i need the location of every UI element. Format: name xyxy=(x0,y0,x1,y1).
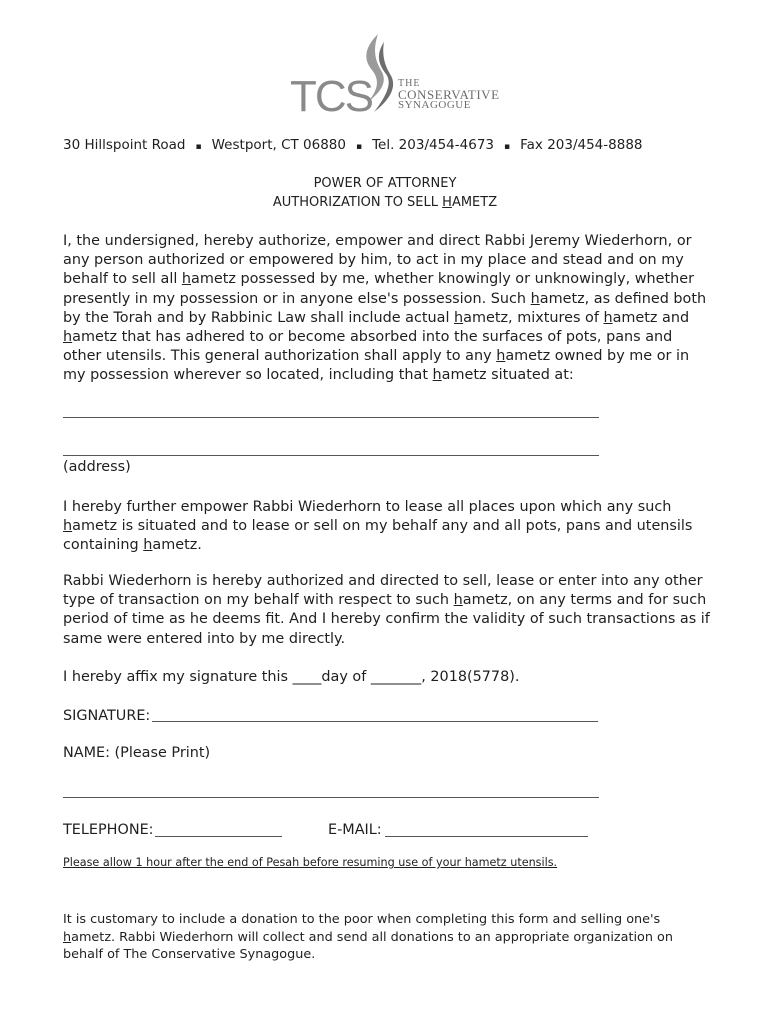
telephone-label: TELEPHONE: xyxy=(63,822,154,838)
bullet-separator: ▪ xyxy=(195,142,202,152)
email-field[interactable] xyxy=(385,836,588,837)
address-line-1[interactable] xyxy=(63,417,599,418)
fax-number: Fax 203/454-8888 xyxy=(520,137,643,153)
document-title: POWER OF ATTORNEY xyxy=(313,176,457,191)
telephone-field[interactable] xyxy=(155,836,282,837)
city-state-zip: Westport, CT 06880 xyxy=(211,137,346,153)
signature-field[interactable] xyxy=(152,721,598,722)
street-address: 30 Hillspoint Road xyxy=(63,137,186,153)
logo-word-synagogue: SYNAGOGUE xyxy=(398,99,471,111)
address-line-2[interactable] xyxy=(63,455,599,456)
tcs-logo xyxy=(290,32,500,122)
bullet-separator: ▪ xyxy=(504,142,511,152)
signature-date-line: I hereby affix my signature this ____day of _______, 2018(5778). xyxy=(63,669,520,685)
authorization-paragraph: I, the undersigned, hereby authorize, empower and direct Rabbi Jeremy Wiederhorn, or any person authorized or empowered by him, to act in my place and stead and on my behalf to sell all hametz possessed by me, whether knowingly or unknowingly, whether presently in my possession or in anyone else's possession. Such hametz, as defined both by the Torah and by Rabbinic Law shall include actual hametz, mixtures of hametz and hametz that has adhered to or become absorbed into the surfaces of pots, pans and other utensils. This general authorization shall apply to any hametz owned by me or in my possession wherever so located, including that hametz situated at: xyxy=(63,233,707,384)
telephone-number: Tel. 203/454-4673 xyxy=(372,137,494,153)
name-field[interactable] xyxy=(63,797,599,798)
logo-wordmark xyxy=(398,78,500,111)
transaction-paragraph: Rabbi Wiederhorn is hereby authorized and directed to sell, lease or enter into any other type of transaction on my behalf with respect to such hametz, on any terms and for such period of time as he deems fit. And I hereby confirm the validity of such transactions as if same were entered into by me directly. xyxy=(63,573,710,647)
contact-line xyxy=(63,137,643,153)
email-label: E-MAIL: xyxy=(328,822,382,838)
document-subtitle: AUTHORIZATION TO SELL HAMETZ xyxy=(272,195,498,210)
donation-paragraph: It is customary to include a donation to the poor when completing this form and selling one's hametz. Rabbi Wiederhorn will collect and send all donations to an appropriate organization on behalf of The Conservative Synagogue. xyxy=(63,912,673,962)
name-label: NAME: (Please Print) xyxy=(63,745,211,761)
address-label: (address) xyxy=(63,459,131,475)
lease-paragraph: I hereby further empower Rabbi Wiederhorn to lease all places upon which any such hametz is situated and to lease or sell on my behalf any and all pots, pans and utensils containing hametz. xyxy=(63,499,693,554)
logo-word-conservative: CONSERVATIVE xyxy=(398,87,500,102)
utensils-note: Please allow 1 hour after the end of Pesah before resuming use of your hametz utensils. xyxy=(63,856,558,869)
logo-mark: TCS xyxy=(290,72,372,121)
flame-icon xyxy=(356,32,396,122)
logo-word-the: THE xyxy=(398,78,421,89)
bullet-separator: ▪ xyxy=(355,142,363,152)
signature-label: SIGNATURE: xyxy=(63,708,151,724)
